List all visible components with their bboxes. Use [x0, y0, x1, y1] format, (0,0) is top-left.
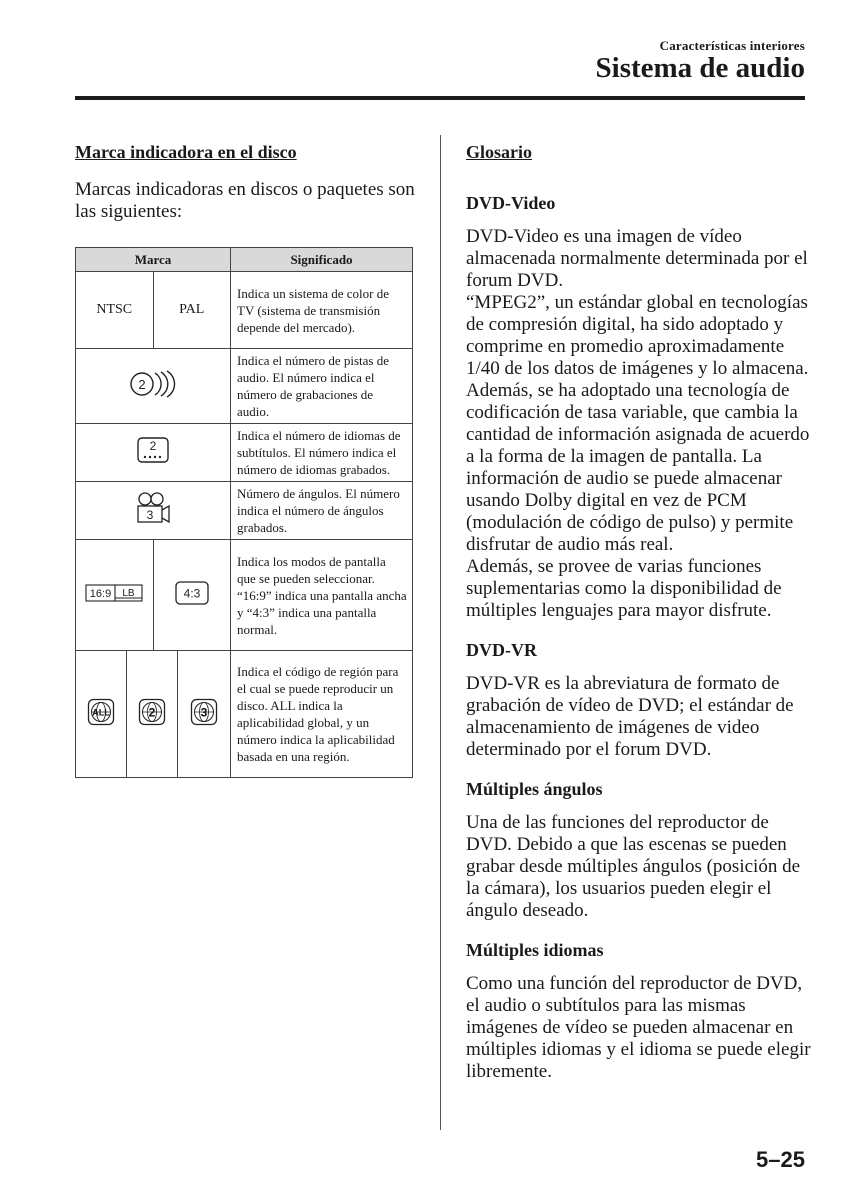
table-row: [76, 349, 413, 424]
section-label: Características interiores: [659, 38, 805, 53]
meaning-cell: Indica el código de región para el cual se puede reproducir un disco. ALL indica la aplicabilidad global, y un número indica la aplicabilidad basada en una región.: [231, 651, 413, 778]
term-multiple-angles: Múltiples ángulos: [466, 779, 603, 799]
meaning-cell: Indica los modos de pantalla que se pueden seleccionar. “16:9” indica una pantalla ancha y “4:3” indica una pantalla normal.: [231, 540, 413, 651]
region-3-mark: [178, 651, 230, 777]
region-3-text: 3: [200, 705, 208, 719]
ratio-4-3-icon: [174, 580, 210, 606]
subtitles-icon: [136, 436, 170, 464]
widescreen-mark: [76, 540, 153, 650]
table-row: [76, 482, 413, 540]
mark-cell: [76, 482, 231, 540]
widescreen-lb-icon: [85, 583, 143, 603]
camera-angles-icon: [133, 491, 173, 525]
table-row: [76, 272, 413, 349]
mark-cell: [76, 349, 231, 424]
meaning-cell: Indica el número de idiomas de subtítulos. El número indica el número de idiomas grabados.: [231, 424, 413, 482]
letterbox-text: LB: [122, 587, 135, 599]
definition-dvd-vr: DVD-VR es la abreviatura de formato de grabación de vídeo de DVD; el estándar de almacenamiento de imágenes de video determinado por el forum DVD.: [466, 673, 794, 760]
col-meaning-header: Significado: [231, 248, 413, 272]
definition-multiple-languages: Como una función del reproductor de DVD, el audio o subtítulos para las mismas imágenes de vídeo se pueden almacenar en múltiples idiomas y el idioma se puede elegir libremente.: [466, 973, 811, 1082]
ratio-16-9-text: 16:9: [90, 587, 112, 600]
page-number: 5–25: [756, 1147, 805, 1172]
ratio-4-3-text: 4:3: [183, 586, 201, 600]
ntsc-label: NTSC: [76, 272, 153, 348]
term-dvd-video: DVD-Video: [466, 193, 556, 213]
meaning-cell: Indica el número de pistas de audio. El número indica el número de grabaciones de audio.: [231, 349, 413, 424]
region-2-text: 2: [148, 705, 156, 719]
table-row: [76, 424, 413, 482]
term-dvd-vr: DVD-VR: [466, 640, 537, 660]
header-rule: [75, 96, 805, 100]
region-all-icon: [87, 698, 115, 726]
table-row: [76, 540, 413, 651]
pal-label: PAL: [179, 302, 205, 317]
left-column: [75, 142, 415, 778]
definition-dvd-video: DVD-Video es una imagen de vídeo almacenada normalmente determinada por el forum DVD. “MPEG2”, un estándar global en tecnologías de compresión digital, ha sido adoptado y comprime en promedio aproximadamente 1/40 de los datos de imágenes y lo almacena. Además, se ha adoptado una tecnología de codificación de tasa variable, que cambia la cantidad de información asignada de acuerdo a la forma de la imagen de pantalla. La información de audio se puede almacenar usando Dolby digital en vez de PCM (modulación de código de pulso) y permite disfrutar de audio más real. Además, se provee de varias funciones suplementarias como la disponibilidad de múltiples lenguajes para mayor disfrute.: [466, 226, 810, 621]
region-2-mark: [127, 651, 178, 777]
mark-cell: [76, 272, 231, 349]
glossary-heading: Glosario: [466, 142, 532, 162]
mark-cell: [76, 651, 231, 778]
standard-mark: [153, 540, 230, 650]
subtitles-number: 2: [149, 439, 157, 453]
table-row: [76, 651, 413, 778]
col-mark-header: Marca: [76, 248, 231, 272]
definition-multiple-angles: Una de las funciones del reproductor de DVD. Debido a que las escenas se pueden grabar desde múltiples ángulos (posición de la cámara), los usuarios pueden elegir el ángulo deseado.: [466, 812, 801, 921]
mark-cell: [76, 540, 231, 651]
marks-intro: Marcas indicadoras en discos o paquetes son las siguientes:: [75, 179, 415, 222]
mark-cell: [76, 424, 231, 482]
table-header-row: [76, 248, 413, 272]
marks-heading: Marca indicadora en el disco: [75, 142, 297, 162]
camera-angles-number: 3: [146, 508, 154, 522]
right-column: [466, 142, 811, 1083]
region-2-icon: [138, 698, 166, 726]
meaning-cell: Número de ángulos. El número indica el número de ángulos grabados.: [231, 482, 413, 540]
page-title: Sistema de audio: [595, 52, 805, 84]
audio-tracks-number: 2: [138, 376, 146, 392]
region-all-mark: [76, 651, 127, 777]
region-all-text: ALL: [92, 707, 110, 717]
meaning-cell: Indica un sistema de color de TV (sistema de transmisión depende del mercado).: [231, 272, 413, 349]
region-3-icon: [190, 698, 218, 726]
audio-tracks-icon: [128, 368, 178, 400]
term-multiple-languages: Múltiples idiomas: [466, 940, 604, 960]
column-divider: [440, 135, 441, 1130]
marks-table: [75, 247, 413, 778]
